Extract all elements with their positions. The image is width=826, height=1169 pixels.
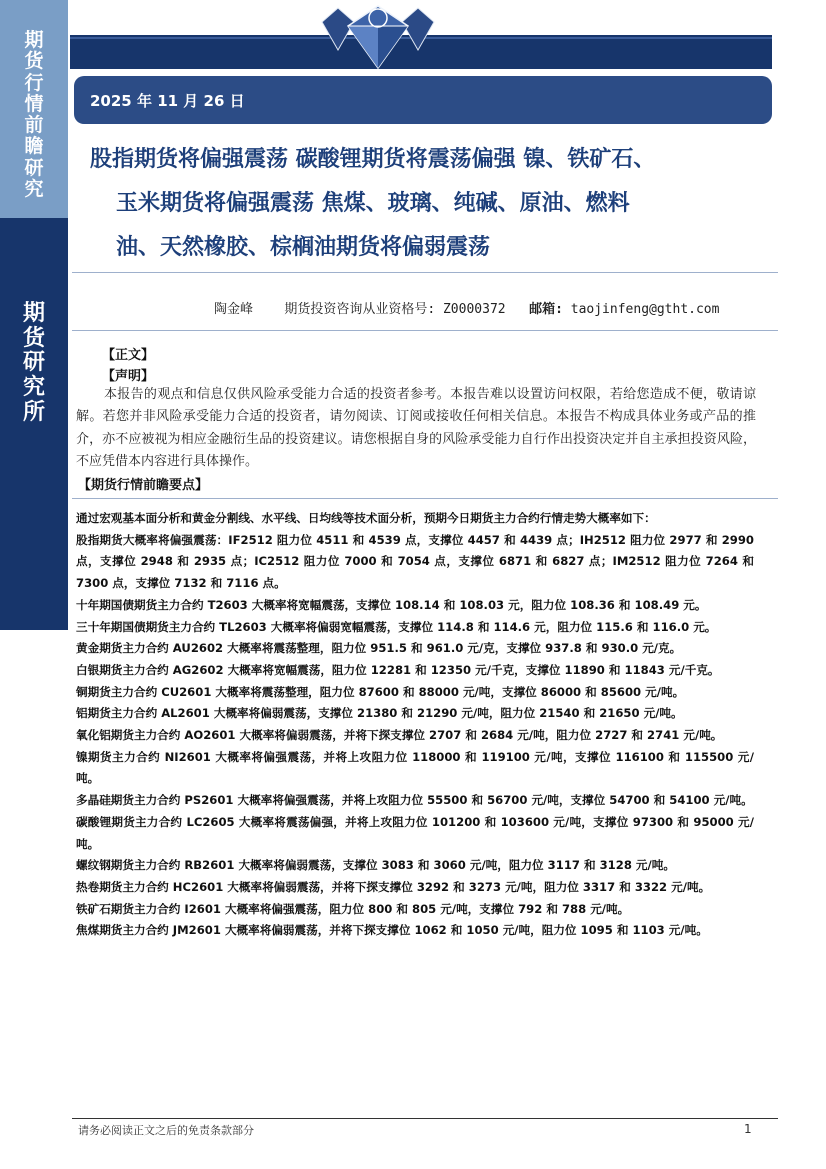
sidebar-char: 期 bbox=[22, 301, 45, 326]
list-item: 股指期货大概率将偏强震荡：IF2512 阻力位 4511 和 4539 点，支撑位 4457 和 4439 点；IH2512 阻力位 2977 和 2990 点，支撑位 2948 和 2935 点；IC2512 阻力位 7000 和 7054 点，支撑位 6871 和 6827 点；IM2512 阻力位 7264 和 7300 点，支撑位 7132 和 7116 点。 bbox=[76, 532, 754, 591]
diamond-logo-icon bbox=[318, 2, 438, 72]
sidebar-char: 瞻 bbox=[24, 135, 44, 158]
sidebar-bottom-panel bbox=[0, 218, 68, 630]
title-line: 股指期货将偏强震荡 碳酸锂期货将震荡偏强 镍、铁矿石、 bbox=[90, 147, 656, 172]
sidebar-char: 研 bbox=[22, 350, 45, 376]
sidebar-char: 期 bbox=[24, 29, 44, 51]
list-item: 热卷期货主力合约 HC2601 大概率将偏弱震荡，并将下探支撑位 3292 和 3273 元/吨，阻力位 3317 和 3322 元/吨。 bbox=[76, 879, 711, 894]
title-line: 油、天然橡胶、棕榈油期货将偏弱震荡 bbox=[116, 235, 491, 260]
sidebar-char: 货 bbox=[22, 325, 45, 351]
report-date: 2025 年 11 月 26 日 bbox=[90, 92, 245, 110]
disclaimer-paragraph: 本报告的观点和信息仅供风险承受能力合适的投资者参考。本报告难以设置访问权限，若给您造成不便，敬请谅解。若您并非风险承受能力合适的投资者，请勿阅读、订阅或接收任何相关信息。本报告不构成具体业务或产品的推介，亦不应被视为相应金融衍生品的投资建议。请您根据自身的风险承受能力自行作出投资决定并自主承担投资风险，不应凭借本内容进行具体操作。 bbox=[76, 387, 756, 469]
author-name: 陶金峰 bbox=[214, 302, 254, 317]
list-item: 十年期国债期货主力合约 T2603 大概率将宽幅震荡，支撑位 108.14 和 108.03 元，阻力位 108.36 和 108.49 元。 bbox=[76, 597, 707, 612]
key-points-divider bbox=[72, 498, 778, 499]
list-item: 铁矿石期货主力合约 I2601 大概率将偏强震荡，阻力位 800 和 805 元/吨，支撑位 792 和 788 元/吨。 bbox=[76, 901, 630, 916]
sidebar bbox=[0, 0, 68, 630]
sidebar-char: 究 bbox=[24, 177, 44, 200]
email-label: 邮箱: bbox=[529, 302, 563, 317]
sidebar-top-panel bbox=[0, 0, 68, 218]
sidebar-char: 前 bbox=[24, 114, 44, 137]
list-item: 焦煤期货主力合约 JM2601 大概率将偏弱震荡，并将下探支撑位 1062 和 1050 元/吨，阻力位 1095 和 1103 元/吨。 bbox=[76, 923, 708, 938]
sidebar-char: 所 bbox=[22, 399, 45, 425]
list-item: 白银期货主力合约 AG2602 大概率将宽幅震荡，阻力位 12281 和 12350 元/千克，支撑位 11890 和 11843 元/千克。 bbox=[76, 662, 720, 677]
report-title bbox=[90, 138, 760, 270]
page-number: 1 bbox=[744, 1122, 752, 1136]
key-points-heading: 【期货行情前瞻要点】 bbox=[78, 478, 209, 493]
license-label: 期货投资咨询从业资格号: bbox=[284, 302, 436, 317]
title-divider bbox=[72, 272, 778, 273]
list-item: 碳酸锂期货主力合约 LC2605 大概率将震荡偏强，并将上攻阻力位 101200 和 103600 元/吨，支撑位 97300 和 95000 元/吨。 bbox=[76, 814, 754, 851]
sidebar-bottom-label bbox=[0, 302, 68, 425]
list-item: 通过宏观基本面分析和黄金分割线、水平线、日均线等技术面分析，预期今日期货主力合约行情走势大概率如下： bbox=[76, 511, 656, 525]
sidebar-char: 行 bbox=[24, 71, 44, 94]
sidebar-char: 研 bbox=[24, 156, 44, 179]
author-email[interactable]: taojinfeng@gtht.com bbox=[570, 302, 720, 317]
author-divider bbox=[72, 330, 778, 331]
sidebar-top-label bbox=[0, 30, 68, 200]
footer-disclaimer-note: 请务必阅读正文之后的免责条款部分 bbox=[78, 1124, 254, 1137]
list-item: 黄金期货主力合约 AU2602 大概率将震荡整理，阻力位 951.5 和 961.0 元/克，支撑位 937.8 和 930.0 元/克。 bbox=[76, 641, 682, 656]
sidebar-char: 究 bbox=[22, 374, 45, 400]
list-item: 多晶硅期货主力合约 PS2601 大概率将偏强震荡，并将上攻阻力位 55500 和 56700 元/吨，支撑位 54700 和 54100 元/吨。 bbox=[76, 793, 753, 808]
footer-divider bbox=[72, 1118, 778, 1119]
list-item: 三十年期国债期货主力合约 TL2603 大概率将偏弱宽幅震荡，支撑位 114.8 和 114.6 元，阻力位 115.6 和 116.0 元。 bbox=[76, 619, 717, 634]
sidebar-char: 货 bbox=[24, 50, 44, 73]
list-item: 铝期货主力合约 AL2601 大概率将偏弱震荡，支撑位 21380 和 21290 元/吨，阻力位 21540 和 21650 元/吨。 bbox=[76, 706, 683, 721]
date-banner bbox=[74, 76, 772, 124]
list-item: 螺纹钢期货主力合约 RB2601 大概率将偏弱震荡，支撑位 3083 和 3060 元/吨，阻力位 3117 和 3128 元/吨。 bbox=[76, 858, 675, 873]
author-line bbox=[214, 298, 719, 317]
list-item: 铜期货主力合约 CU2601 大概率将震荡整理，阻力位 87600 和 88000 元/吨，支撑位 86000 和 85600 元/吨。 bbox=[76, 684, 685, 699]
sidebar-char: 情 bbox=[24, 92, 44, 115]
list-item: 氧化铝期货主力合约 AO2601 大概率将偏弱震荡，并将下探支撑位 2707 和 2684 元/吨，阻力位 2727 和 2741 元/吨。 bbox=[76, 728, 723, 743]
list-item: 镍期货主力合约 NI2601 大概率将偏强震荡，并将上攻阻力位 118000 和 119100 元/吨，支撑位 116100 和 115500 元/吨。 bbox=[76, 749, 754, 786]
body-section-tag: 【正文】 bbox=[102, 348, 155, 363]
statement-section-tag: 【声明】 bbox=[102, 369, 155, 384]
key-points-list bbox=[76, 508, 754, 942]
title-line: 玉米期货将偏强震荡 焦煤、玻璃、纯碱、原油、燃料 bbox=[116, 191, 630, 216]
license-number: Z0000372 bbox=[442, 302, 506, 317]
